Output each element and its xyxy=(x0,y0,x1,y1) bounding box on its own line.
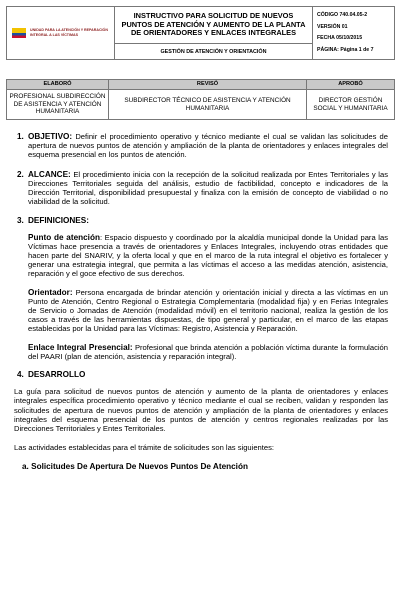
section-body: El procedimiento inicia con la recepción de la solicitud realizada por Entes Territoriales y las Direcciones Territoriales seguida del análisis, estudio de factibilidad, concepto e indicadores de la Dirección Territorial, disponibilidad presupuestal y finaliza con la emisión de concepto de viabilidad o no viabilidad de la solicitud. xyxy=(28,169,388,207)
unidad-victimas-logo xyxy=(11,25,110,41)
definition-term: Orientador: xyxy=(28,287,73,297)
section-number: 4. xyxy=(17,370,24,380)
document-body xyxy=(14,132,388,472)
section-number: 1. xyxy=(17,132,24,141)
flag-logo-icon xyxy=(11,25,27,41)
header-reviso: REVISÓ xyxy=(109,80,307,90)
section-heading: ALCANCE: xyxy=(28,169,71,179)
document-header xyxy=(6,6,395,60)
aprobo-value: DIRECTOR GESTIÓN SOCIAL Y HUMANITARIA xyxy=(307,90,395,120)
definition-text: : Espacio dispuesto y coordinado por la alcaldía municipal donde la Unidad para las Víctimas hace presencia a través de orientadores y Enlaces Integrales, incluyendo otras entidades que hacen parte del SNARIV, y la oferta local y que en el marco de la ruta integral el objetivo es fortalecer y generar una estrategia integral, que permita a las víctimas el acceso a las medidas atención, asistencia, reparación y el goce efectivo de sus derechos. xyxy=(28,232,388,279)
header-aprobo: APROBÓ xyxy=(307,80,395,90)
activities-intro: Las actividades establecidas para el trámite de solicitudes son las siguientes: xyxy=(14,443,275,453)
section-number: 3. xyxy=(17,216,24,226)
section-number: 2. xyxy=(17,169,24,179)
section-text xyxy=(28,216,388,225)
section-heading: OBJETIVO: xyxy=(28,132,73,141)
logo-cell xyxy=(7,7,115,60)
definition-text: Persona encargada de brindar atención y orientación inicial y directa a las víctimas en un Punto de Atención, Centro Regional o Estrategia Complementaria (modalidad fija) y en Ferias Integrales de Servicio o Jornadas de Atención (modalidad móvil) en el territorio nacional, realiza la gestión de los casos a través de las herramientas dispuestas, de tipo general y particular, en el marco de las etapas establecidas por la Unidad para las Víctimas: Registro, Asistencia y Reparación. xyxy=(28,287,388,334)
document-meta xyxy=(313,7,395,60)
definition-term: Enlace Integral Presencial: xyxy=(28,342,133,352)
section-text xyxy=(28,370,388,379)
section-definiciones xyxy=(14,216,388,225)
subsection-a-heading: a. Solicitudes De Apertura De Nuevos Puntos De Atención xyxy=(22,462,248,472)
section-desarrollo xyxy=(14,370,388,379)
section-text xyxy=(28,132,388,160)
logo-text: UNIDAD PARA LA ATENCIÓN Y REPARACIÓN INTEGRAL A LAS VÍCTIMAS xyxy=(30,28,108,37)
section-alcance xyxy=(14,170,388,207)
header-elaboro: ELABORÓ xyxy=(7,80,109,90)
process-area: GESTIÓN DE ATENCIÓN Y ORIENTACIÓN xyxy=(115,44,313,60)
document-version: VERSIÓN 01 xyxy=(317,23,348,30)
section-heading: DEFINICIONES: xyxy=(28,216,89,226)
definition-orientador xyxy=(28,288,388,334)
section-heading: DESARROLLO xyxy=(28,370,86,380)
definition-text: Profesional que brinda atención a población víctima durante la formulación del PAARI (plan de atención, asistencia y reparación integral). xyxy=(28,342,389,361)
section-body: Definir el procedimiento operativo y técnico mediante el cual se validan las solicitudes de apertura de nuevos puntos de atención y ampliación de la planta de orientadores y enlaces integrales del esquema presencial en los puntos de atención. xyxy=(28,132,388,160)
definition-enlace-integral xyxy=(28,343,388,361)
section-text xyxy=(28,170,388,207)
reviso-value: SUBDIRECTOR TÉCNICO DE ASISTENCIA Y ATENCIÓN HUMANITARIA xyxy=(109,90,307,120)
desarrollo-paragraph: La guía para solicitud de nuevos puntos de atención y aumento de la planta de orientadores y enlaces integrales específica procedimiento operativo y técnico mediante el cual se reciben, validan y responden las solicitudes de apertura de nuevos puntos de atención y ampliación de la planta de orientadores y enlaces integrales del esquema presencial de los puntos de atención y centros regionales realizadas por las Direcciones Territoriales y Entes Territoriales. xyxy=(14,387,388,434)
document-title: INSTRUCTIVO PARA SOLICITUD DE NUEVOS PUNTOS DE ATENCIÓN Y AUMENTO DE LA PLANTA DE ORIENTADORES Y ENLACES INTEGRALES xyxy=(115,7,313,44)
document-date: FECHA 05/10/2015 xyxy=(317,35,363,41)
elaboro-value: PROFESIONAL SUBDIRECCIÓN DE ASISTENCIA Y ATENCIÓN HUMANITARIA xyxy=(7,90,109,120)
approval-table xyxy=(6,79,395,120)
definition-term: Punto de atención xyxy=(28,232,100,242)
document-code: CÓDIGO 740.04.05-2 xyxy=(317,12,368,18)
definition-punto-atencion xyxy=(28,233,388,279)
document-page: PÁGINA: Página 1 de 7 xyxy=(317,46,374,53)
section-objetivo xyxy=(14,132,388,160)
